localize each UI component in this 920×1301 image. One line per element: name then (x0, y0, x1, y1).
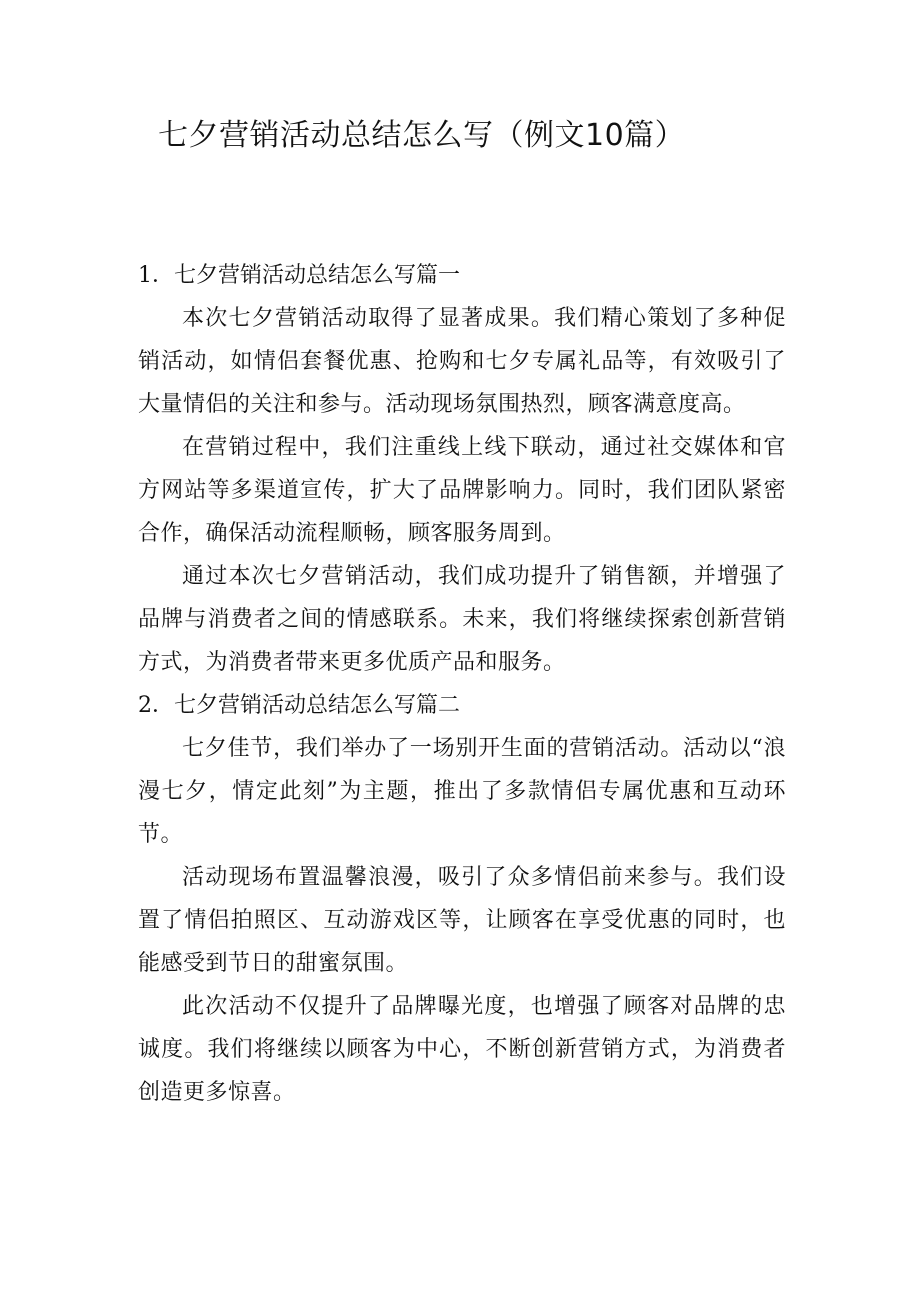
document-title: 七夕营销活动总结怎么写（例文10篇） (158, 118, 686, 153)
section-heading: 2．七夕营销活动总结怎么写篇二 (138, 693, 460, 718)
section-heading: 1．七夕营销活动总结怎么写篇一 (138, 263, 460, 288)
section-2 (138, 684, 786, 1114)
paragraph: 通过本次七夕营销活动，我们成功提升了销售额，并增强了品牌与消费者之间的情感联系。未来，我们将继续探索创新营销方式，为消费者带来更多优质产品和服务。 (138, 564, 786, 675)
paragraph: 此次活动不仅提升了品牌曝光度，也增强了顾客对品牌的忠诚度。我们将继续以顾客为中心，不断创新营销方式，为消费者创造更多惊喜。 (138, 994, 786, 1105)
paragraph: 活动现场布置温馨浪漫，吸引了众多情侣前来参与。我们设置了情侣拍照区、互动游戏区等，让顾客在享受优惠的同时，也能感受到节日的甜蜜氛围。 (138, 865, 786, 976)
paragraph: 在营销过程中，我们注重线上线下联动，通过社交媒体和官方网站等多渠道宣传，扩大了品牌影响力。同时，我们团队紧密合作，确保活动流程顺畅，顾客服务周到。 (138, 435, 786, 546)
paragraph: 七夕佳节，我们举办了一场别开生面的营销活动。活动以“浪漫七夕，情定此刻”为主题，推出了多款情侣专属优惠和互动环节。 (138, 736, 786, 847)
paragraph: 本次七夕营销活动取得了显著成果。我们精心策划了多种促销活动，如情侣套餐优惠、抢购和七夕专属礼品等，有效吸引了大量情侣的关注和参与。活动现场氛围热烈，顾客满意度高。 (138, 306, 786, 417)
document-body (138, 254, 786, 1114)
section-1 (138, 254, 786, 684)
